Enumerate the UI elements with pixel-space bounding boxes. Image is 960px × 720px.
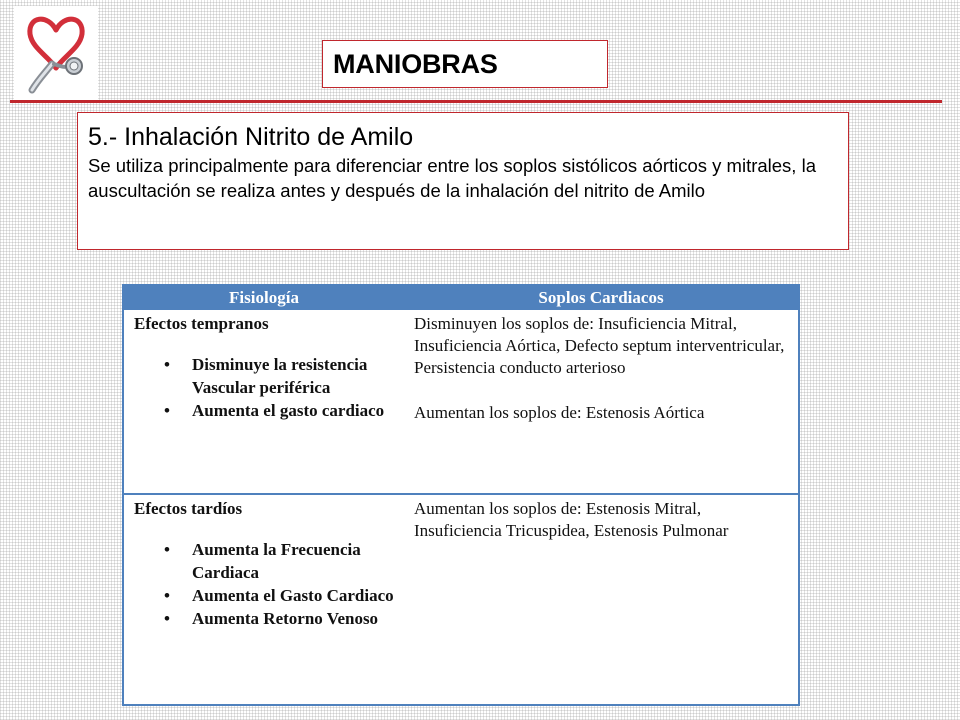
table-header-row — [124, 286, 798, 310]
logo — [14, 6, 98, 100]
bullet-icon: • — [164, 401, 170, 420]
maneuver-table — [122, 284, 800, 706]
intro-body: Se utiliza principalmente para diferenciar entre los soplos sistólicos aórticos y mitrales, la auscultación se realiza antes y después de la inhalación del nitrito de Amilo — [88, 155, 816, 201]
fisiologia-cell — [124, 310, 404, 494]
soplos-text: Disminuyen los soplos de: Insuficiencia Mitral, Insuficiencia Aórtica, Defecto septum interventricular, Persistencia conducto arterioso — [414, 314, 785, 377]
column-header-soplos: Soplos Cardiacos — [404, 286, 798, 310]
section-heading: Efectos tardíos — [134, 499, 243, 518]
heart-stethoscope-icon — [14, 6, 98, 100]
title-box — [322, 40, 608, 88]
soplos-cell — [404, 494, 798, 704]
bullet-icon: • — [164, 586, 170, 605]
effects-list — [134, 353, 398, 422]
intro-box — [77, 112, 849, 250]
list-item: • Disminuye la resistencia Vascular periférica — [164, 355, 368, 397]
table-row-tardios — [124, 494, 798, 704]
soplos-text: Aumentan los soplos de: Estenosis Aórtica — [414, 403, 705, 422]
effects-list — [134, 538, 398, 630]
list-item: • Aumenta la Frecuencia Cardiaca — [164, 540, 361, 582]
soplos-text: Aumentan los soplos de: Estenosis Mitral, Insuficiencia Tricuspidea, Estenosis Pulmonar — [414, 499, 729, 540]
header-rule — [10, 100, 942, 103]
intro-heading: 5.- Inhalación Nitrito de Amilo — [88, 123, 414, 151]
section-heading: Efectos tempranos — [134, 314, 269, 333]
soplos-cell — [404, 310, 798, 494]
list-item: • Aumenta Retorno Venoso — [164, 609, 379, 628]
page-title: MANIOBRAS — [333, 48, 498, 79]
list-item: • Aumenta el gasto cardiaco — [164, 401, 385, 420]
bullet-icon: • — [164, 355, 170, 374]
bullet-icon: • — [164, 609, 170, 628]
list-item: • Aumenta el Gasto Cardiaco — [164, 586, 394, 605]
table-row-tempranos — [124, 310, 798, 494]
column-header-fisiologia: Fisiología — [124, 286, 404, 310]
bullet-icon: • — [164, 540, 170, 559]
fisiologia-cell — [124, 494, 404, 704]
